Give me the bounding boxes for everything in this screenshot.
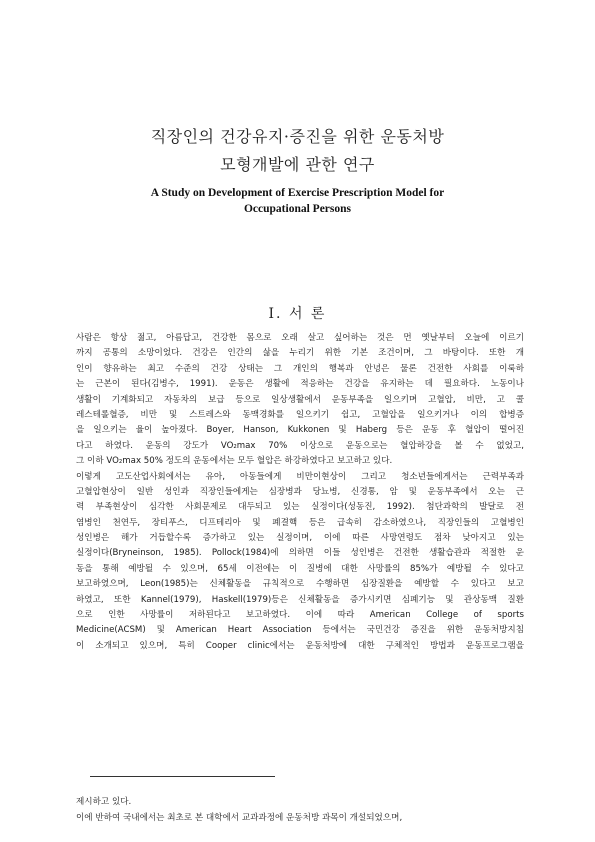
body-line: 으로 인한 사망률이 저하된다고 보고하였다. 이에 따라 American College of sports xyxy=(76,610,524,621)
body-line: 이 소개되고 있으며, 특히 Cooper clinic에서는 운동처방에 대한 구체적인 방법과 운동프로그램을 xyxy=(76,640,524,651)
body-line: 동을 통해 예방될 수 있으며, 65세 이전에는 이 질병에 대한 사망률의 85%가 예방될 수 있다고 xyxy=(76,563,524,574)
body-line: Medicine(ACSM) 및 American Heart Association 등에서는 국민건강 증진을 위한 운동처방지침 xyxy=(76,625,524,636)
body-line: 이렇게 고도산업사회에서는 유아, 아동들에게 비만이현상이 그리고 청소년들에게서는 근력부족과 xyxy=(76,471,524,482)
body-line: 보고하였으며, Leon(1985)는 신체활동을 규칙적으로 수행하면 심장질환을 예방할 수 있다고 보고 xyxy=(76,579,524,590)
body-line: 성인병은 해가 거듭할수록 증가하고 있는 실정이며, 이에 따른 사망연령도 점차 낮아지고 있는 xyxy=(76,533,524,544)
title-english-line1: A Study on Development of Exercise Prescription Model for xyxy=(150,187,445,199)
body-line: 하였고, 또한 Kannel(1979), Haskell(1979)등은 신체활동을 증가시키면 심폐기능 및 관상동맥 질환 xyxy=(76,594,524,605)
body-line: 다고 하였다. 운동의 강도가 VO₂max 70% 이상으로 운동으로는 혈압하강을 볼 수 없었고, xyxy=(76,440,524,451)
body-line: 염병인 천연두, 장티푸스, 디프테리아 및 폐결핵 등은 급속히 감소하였으나, 직장인들의 고혈병인 xyxy=(76,517,524,528)
title-korean-line2: 모형개발에 관한 연구 xyxy=(220,155,375,174)
body-line: 실정이다(Bryneinson, 1985). Pollock(1984)에 의하면 이들 성인병은 건전한 생활습관과 적절한 운 xyxy=(76,548,524,559)
body-line: 까지 공통의 소망이었다. 건강은 인간의 삶을 누리기 위한 기본 조건이며, 그 바탕이다. 또한 개 xyxy=(76,348,524,359)
continuation-line1: 제시하고 있다. xyxy=(76,797,132,807)
footnote-divider xyxy=(90,776,275,777)
title-english-line2: Occupational Persons xyxy=(243,203,351,215)
body-line: 을 일으키는 율이 높아졌다. Boyer, Hanson, Kukkonen 및 Haberg 등은 운동 후 혈압이 떨어진 xyxy=(76,425,524,436)
section-heading: Ⅰ. 서 론 xyxy=(268,306,327,322)
body-text xyxy=(76,331,524,654)
body-line: 고혈압현상이 일반 성인과 직장인들에게는 심장병과 당뇨병, 신경통, 암 및 운동부족에서 오는 근 xyxy=(76,486,524,497)
body-line: 는 근본이 된다(김병수, 1991). 운동은 생활에 적응하는 건강을 유지하는 데 필요하다. 노동이나 xyxy=(76,379,524,390)
title-korean-line1: 직장인의 건강유지·증진을 위한 운동처방 xyxy=(150,127,445,146)
body-line: 레스테롤혈증, 비만 및 스트레스와 동맥경화를 일으키기 쉽고, 고혈압을 일으키거나 이의 합병증 xyxy=(76,409,524,420)
body-line: 그 이하 VO₂max 50% 정도의 운동에서는 모두 혈압은 하강하였다고 보고하고 있다. xyxy=(76,456,393,467)
body-line: 력 부족현상이 심각한 사회문제로 대두되고 있는 실정이다(성동진, 1992). 첨단과학의 발달로 전 xyxy=(76,502,524,513)
body-line: 사람은 항상 젊고, 아름답고, 건강한 몸으로 오래 살고 싶어하는 것은 먼 옛날부터 오늘에 이르기 xyxy=(76,333,524,343)
body-line: 인이 향유하는 최고 수준의 건강 상태는 그 개인의 행복과 안녕은 물론 건전한 사회를 이룩하 xyxy=(76,363,524,374)
continuation-line2: 이에 반하여 국내에서는 최초로 본 대학에서 교과과정에 운동처방 과목이 개설되었으며, xyxy=(76,813,403,823)
body-line: 생활이 기계화되고 자동차의 보급 등으로 일상생활에서 운동부족을 일으키며 고혈압, 비만, 고 콜 xyxy=(76,394,524,405)
